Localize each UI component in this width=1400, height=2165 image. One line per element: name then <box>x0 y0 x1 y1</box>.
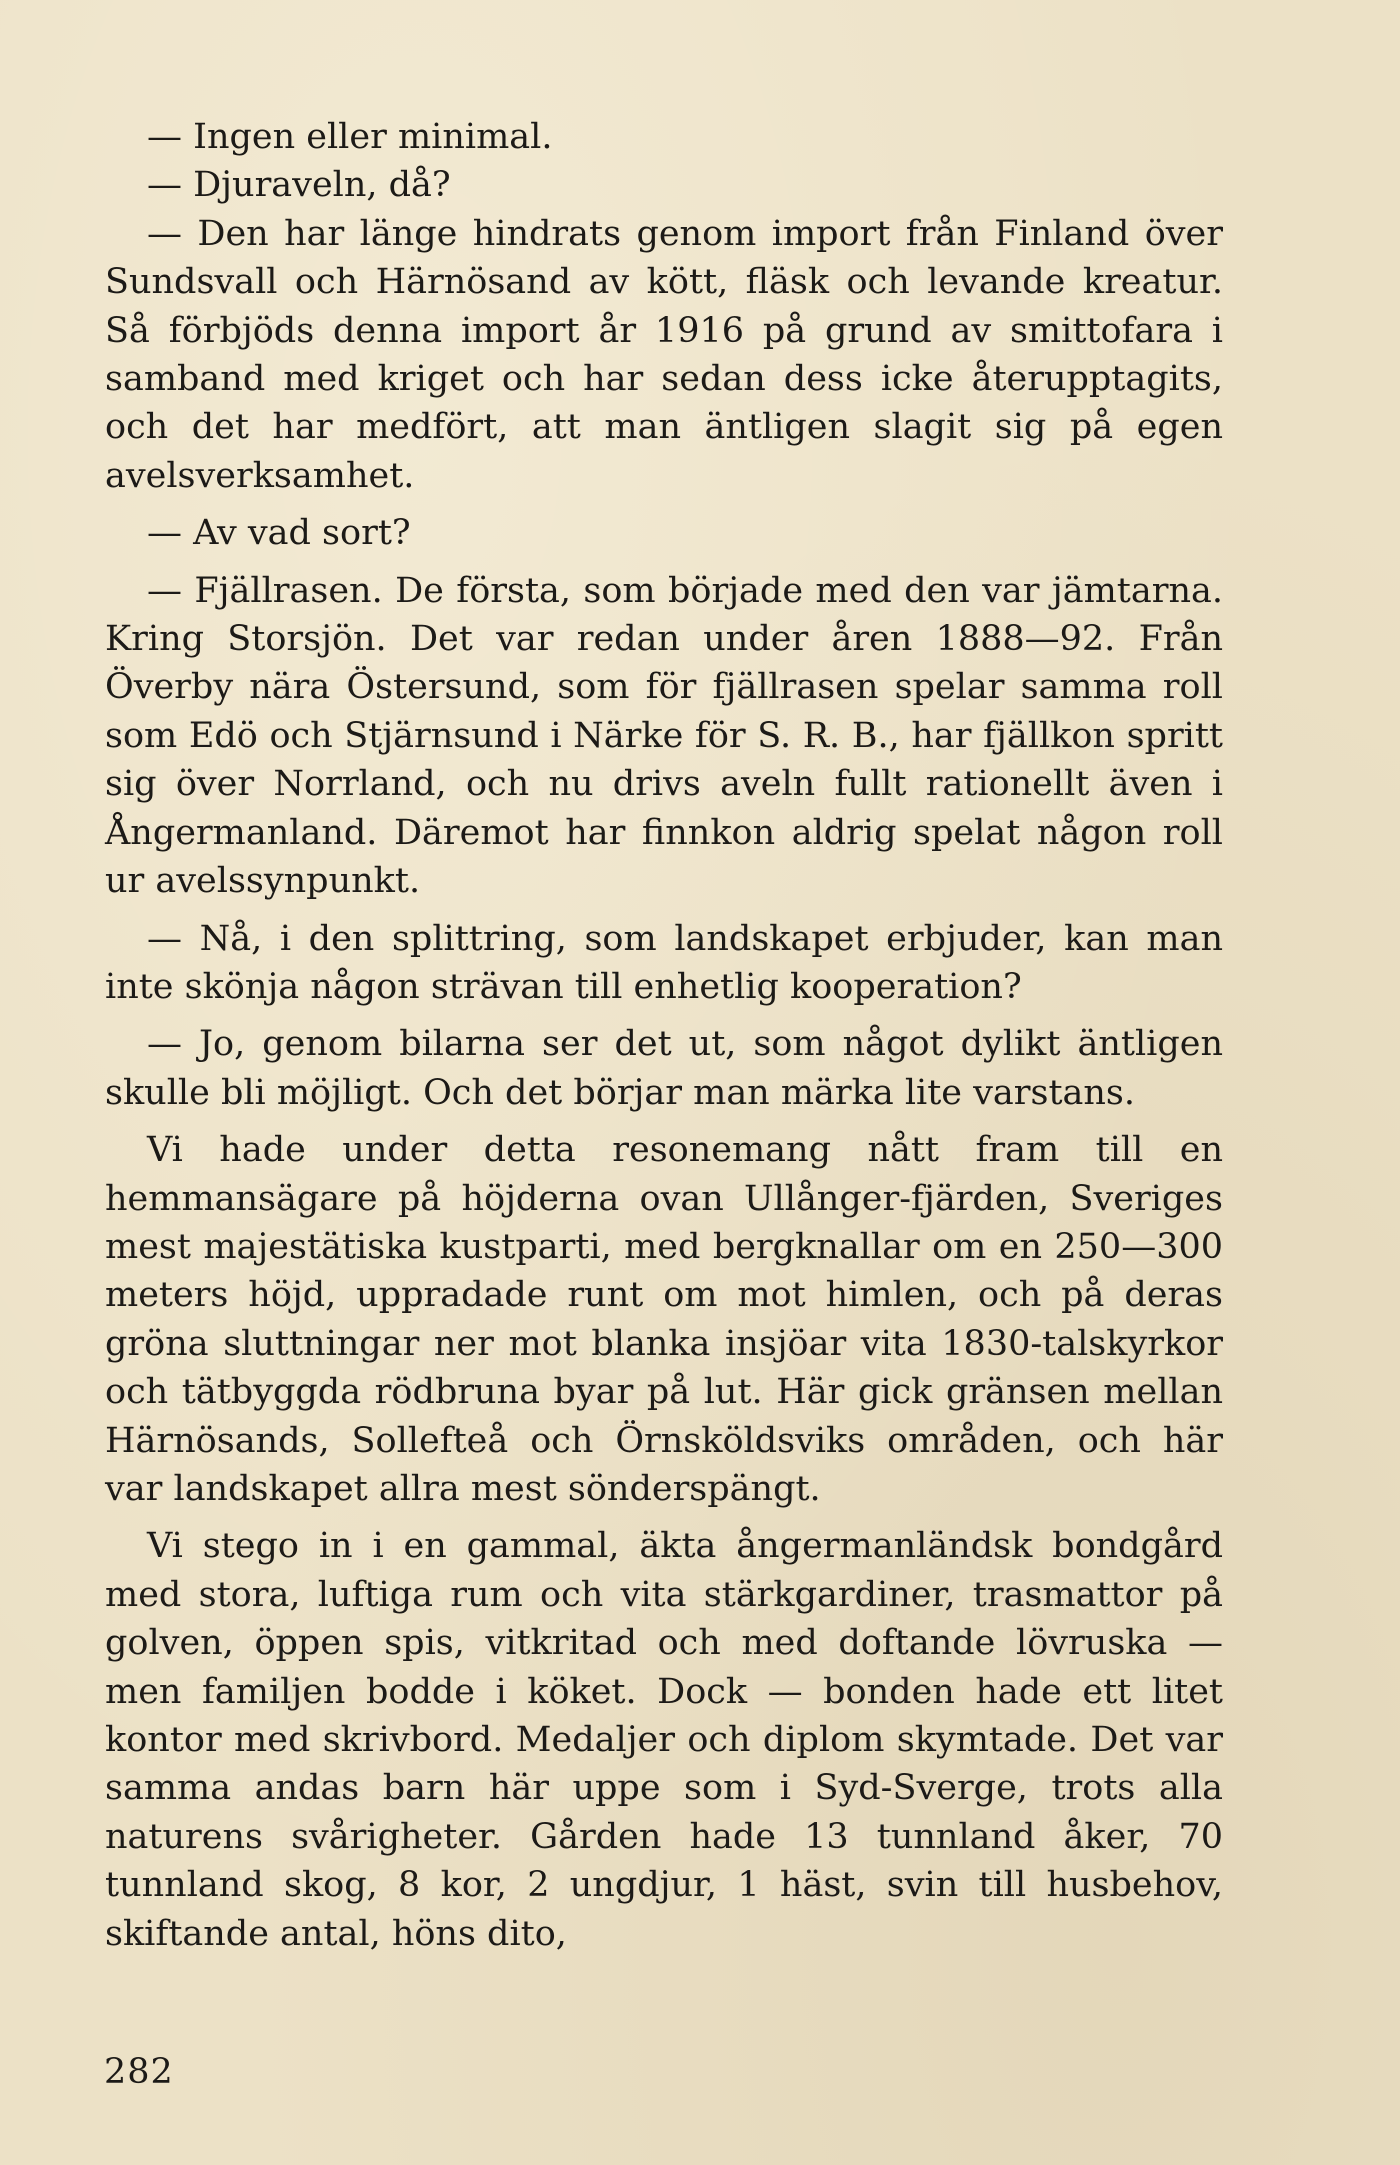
paragraph-2: — Djuraveln, då? <box>147 165 451 206</box>
paragraph-3: — Den har länge hindrats genom import från Finland över Sundsvall och Härnösand av kött, fläsk och levande kreatur. Så förbjöds denna import år 1916 på grund av smittofara i samband med kriget och har sedan dess icke återupptagits, och det har medfört, att man äntligen slagit sig på egen avelsverksamhet. <box>105 213 1223 496</box>
page-number: 282 <box>104 2052 174 2092</box>
paragraph-4: — Av vad sort? <box>147 513 411 554</box>
paragraph-6: — Nå, i den splittring, som landskapet erbjuder, kan man inte skönja någon strävan till enhetlig kooperation? <box>105 918 1223 1007</box>
paragraph-5: — Fjällrasen. De första, som började med den var jämtarna. Kring Storsjön. Det var redan under åren 1888—92. Från Överby nära Östersund, som för fjällrasen spelar samma roll som Edö och Stjärnsund i Närke för S. R. B., har fjällkon spritt sig över Norrland, och nu drivs aveln fullt rationellt även i Ångermanland. Däremot har finnkon aldrig spelat någon roll ur avelssynpunkt. <box>105 570 1223 902</box>
paragraph-1: — Ingen eller minimal. <box>147 117 553 157</box>
paragraph-8: Vi hade under detta resonemang nått fram till en hemmansägare på höjderna ovan Ullånger-fjärden, Sveriges mest majestätiska kustparti, med bergknallar om en 250—300 meters höjd, uppradade runt om mot himlen, och på deras gröna sluttningar ner mot blanka insjöar vita 1830-talskyrkor och tätbyggda rödbruna byar på lut. Här gick gränsen mellan Härnösands, Sollefteå och Örnsköldsviks områden, och här var landskapet allra mest sönderspängt. <box>105 1130 1223 1509</box>
paragraph-9: Vi stego in i en gammal, äkta ångermanländsk bondgård med stora, luftiga rum och vita stärkgardiner, trasmattor på golven, öppen spis, vitkritad och med doftande lövruska — men familjen bodde i köket. Dock — bonden hade ett litet kontor med skrivbord. Medaljer och diplom skymtade. Det var samma andas barn här uppe som i Syd-Sverge, trots alla naturens svårigheter. Gården hade 13 tunnland åker, 70 tunnland skog, 8 kor, 2 ungdjur, 1 häst, svin till husbehov, skiftande antal, höns dito, <box>105 1526 1223 1954</box>
paragraph-7: — Jo, genom bilarna ser det ut, som något dylikt äntligen skulle bli möjligt. Och det börjar man märka lite varstans. <box>105 1024 1223 1113</box>
body-text <box>105 113 1223 1958</box>
